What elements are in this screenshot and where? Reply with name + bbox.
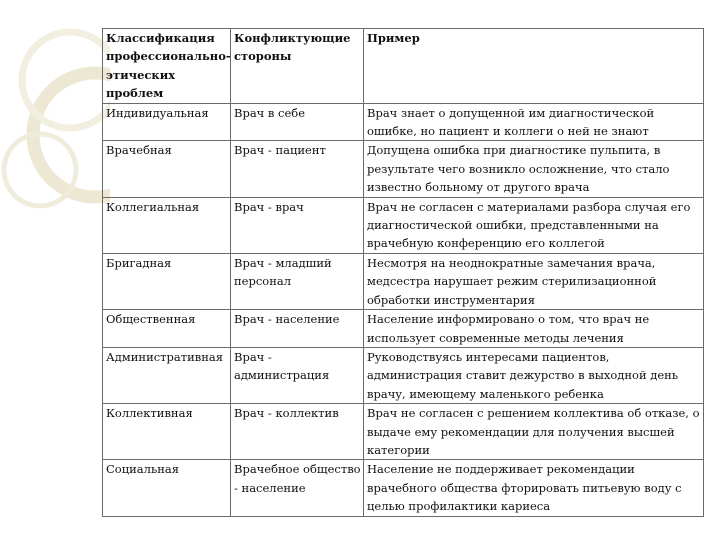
cell-example: Несмотря на неоднократные замечания врача, медсестра нарушает режим стерилизационной обработки инструментария [364, 253, 704, 309]
cell-example: Население не поддерживает рекомендации врачебного общества фторировать питьевую воду с целью профилактики кариеса [364, 460, 704, 516]
cell-parties: Врач - население [231, 310, 364, 348]
cell-type: Социальная [103, 460, 231, 516]
table-row [103, 310, 704, 348]
cell-type: Индивидуальная [103, 103, 231, 141]
cell-example: Руководствуясь интересами пациентов, администрация ставит дежурство в выходной день врачу, имеющему маленького ребенка [364, 347, 704, 403]
table-row [103, 460, 704, 516]
table-row [103, 404, 704, 460]
table-row [103, 103, 704, 141]
table-row [103, 253, 704, 309]
cell-type: Коллективная [103, 404, 231, 460]
cell-example: Врач не согласен с материалами разбора случая его диагностической ошибки, представленными на врачебную конференцию его коллегой [364, 197, 704, 253]
header-example: Пример [364, 29, 704, 104]
cell-type: Бригадная [103, 253, 231, 309]
cell-example: Население информировано о том, что врач не использует современные методы лечения [364, 310, 704, 348]
cell-parties: Врач - администрация [231, 347, 364, 403]
decorative-arcs [0, 0, 110, 540]
cell-example: Допущена ошибка при диагностике пульпита, в результате чего возникло осложнение, что стало известно больному от другого врача [364, 141, 704, 197]
cell-parties: Врач - врач [231, 197, 364, 253]
cell-example: Врач не согласен с решением коллектива об отказе, о выдаче ему рекомендации для получения высшей категории [364, 404, 704, 460]
cell-type: Врачебная [103, 141, 231, 197]
ethics-classification-table [102, 28, 704, 517]
decorative-arcs-graphic [0, 0, 110, 540]
header-classification: Классификация профессионально-этических проблем [103, 29, 231, 104]
cell-example: Врач знает о допущенной им диагностической ошибке, но пациент и коллеги о ней не знают [364, 103, 704, 141]
cell-type: Коллегиальная [103, 197, 231, 253]
cell-parties: Врач - пациент [231, 141, 364, 197]
cell-parties: Врачебное общество - население [231, 460, 364, 516]
cell-parties: Врач в себе [231, 103, 364, 141]
table-row [103, 141, 704, 197]
table-header-row [103, 29, 704, 104]
table-row [103, 347, 704, 403]
header-parties: Конфликтующие стороны [231, 29, 364, 104]
table-row [103, 197, 704, 253]
cell-parties: Врач - младший персонал [231, 253, 364, 309]
cell-parties: Врач - коллектив [231, 404, 364, 460]
cell-type: Административная [103, 347, 231, 403]
cell-type: Общественная [103, 310, 231, 348]
